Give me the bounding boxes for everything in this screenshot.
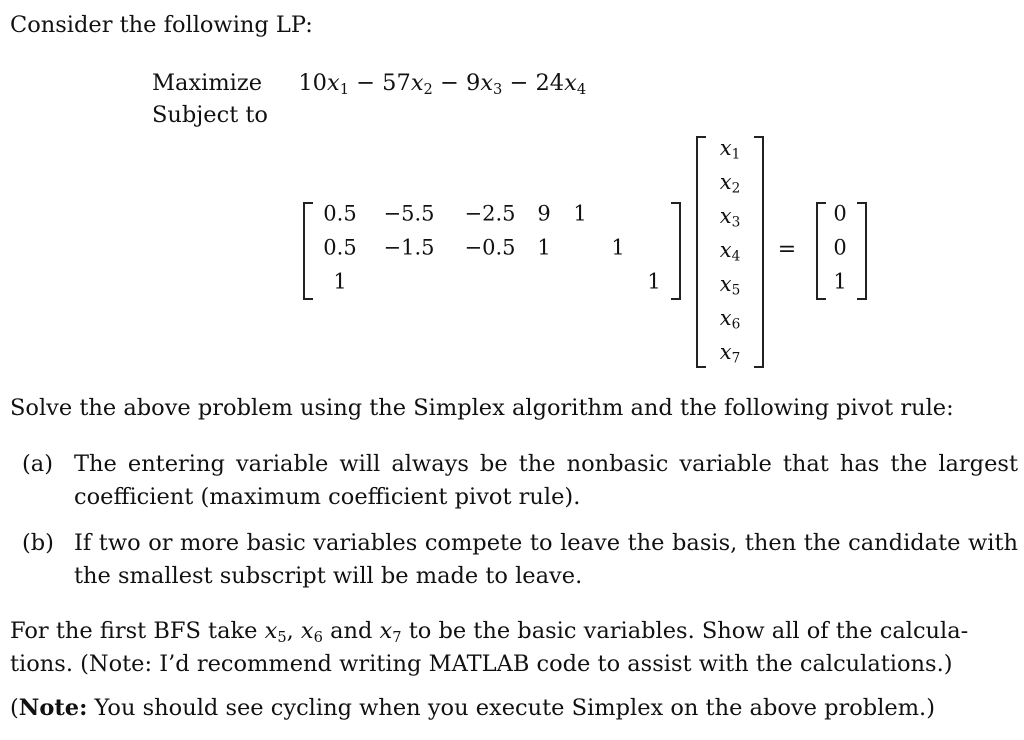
vector-x-variable: $x_7$ (719, 339, 741, 367)
vector-x-variable: $x_1$ (719, 135, 741, 163)
vector-b-entry: 0 (833, 235, 847, 260)
objective-line (152, 72, 586, 98)
vector-b-entry: 1 (833, 269, 847, 294)
maximize-keyword: Maximize (152, 70, 263, 96)
vector-x-entry (719, 271, 741, 299)
bfs-variable: $x_7$ (379, 618, 402, 647)
matrix-a-cell: −1.5 (383, 235, 435, 260)
matrix-a-cell: 1 (611, 235, 625, 260)
intro-text: Consider the following LP: (10, 12, 313, 38)
objective-variable: $x_2$ (410, 70, 433, 99)
bfs-variable: $x_5$ (264, 618, 287, 647)
vector-x-variable: $x_5$ (719, 271, 741, 299)
matrix-a-right-bracket (671, 202, 681, 300)
vector-b-entry: 0 (833, 201, 847, 226)
objective-variable: $x_1$ (327, 70, 349, 99)
vector-x-variable: $x_2$ (719, 169, 741, 197)
bfs-line-1 (10, 620, 968, 646)
subject-to-text: Subject to (152, 102, 268, 128)
vector-x-right-bracket (754, 136, 764, 368)
bfs-text-after: to be the basic variables. Show all of the calcula- (401, 618, 969, 644)
rule-b-label: (b) (22, 530, 54, 556)
bfs-text-before: For the first BFS take (10, 618, 265, 644)
vector-x-entry (719, 305, 741, 333)
rule-a-label: (a) (22, 451, 53, 477)
cycling-note: (Note: You should see cycling when you execute Simplex on the above problem.) (10, 695, 935, 721)
matrix-a-cell: −5.5 (383, 201, 435, 226)
vector-x-entry (719, 169, 741, 197)
objective-sign: − (432, 70, 466, 96)
rule-a-text: The entering variable will always be the nonbasic variable that has the largest coefficient (maximum coefficient pivot rule). (74, 451, 1018, 510)
vector-x-left-bracket (696, 136, 706, 368)
vector-x-variable: $x_4$ (719, 237, 741, 265)
matrix-a-cell: 0.5 (323, 235, 357, 260)
objective-coefficient: 9 (465, 70, 481, 96)
objective-coefficient: 57 (382, 70, 411, 96)
vector-x-entry (719, 135, 741, 163)
objective-variable: $x_4$ (564, 70, 587, 99)
vector-x-variable: $x_6$ (719, 305, 741, 333)
matrix-a-cell: 1 (333, 269, 347, 294)
matrix-a-cell: 9 (537, 201, 551, 226)
matrix-a-cell: −0.5 (464, 235, 516, 260)
objective-sign: − (502, 70, 536, 96)
bfs-line-2: tions. (Note: I’d recommend writing MATLAB code to assist with the calculations.) (10, 651, 953, 677)
objective-expression (298, 70, 587, 99)
objective-variable: $x_3$ (480, 70, 503, 99)
vector-b-left-bracket (816, 202, 826, 300)
bfs-variables: $x_5$, $x_6$ and $x_7$ (264, 618, 402, 647)
vector-b-right-bracket (857, 202, 867, 300)
matrix-a-cell: 1 (537, 235, 551, 260)
solve-instructions: Solve the above problem using the Simplex algorithm and the following pivot rule: (10, 395, 954, 421)
vector-x-entry (719, 237, 741, 265)
matrix-a-cell: −2.5 (464, 201, 516, 226)
bfs-variable: $x_6$ (300, 618, 323, 647)
matrix-a-cell: 1 (573, 201, 587, 226)
matrix-a-left-bracket (303, 202, 313, 300)
note-label: Note: (18, 695, 88, 721)
matrix-a-cell: 0.5 (323, 201, 357, 226)
vector-x-entry (719, 203, 741, 231)
note-text: You should see cycling when you execute Simplex on the above problem. (87, 695, 927, 721)
objective-coefficient: 10 (298, 70, 327, 96)
matrix-a-cell: 1 (647, 269, 661, 294)
rule-b-text: If two or more basic variables compete to leave the basis, then the candidate with the smallest subscript will be made to leave. (74, 530, 1018, 589)
objective-sign: − (349, 70, 383, 96)
equals-sign: = (777, 237, 797, 262)
vector-x-variable: $x_3$ (719, 203, 741, 231)
objective-coefficient: 24 (535, 70, 565, 96)
vector-x-entry (719, 339, 741, 367)
